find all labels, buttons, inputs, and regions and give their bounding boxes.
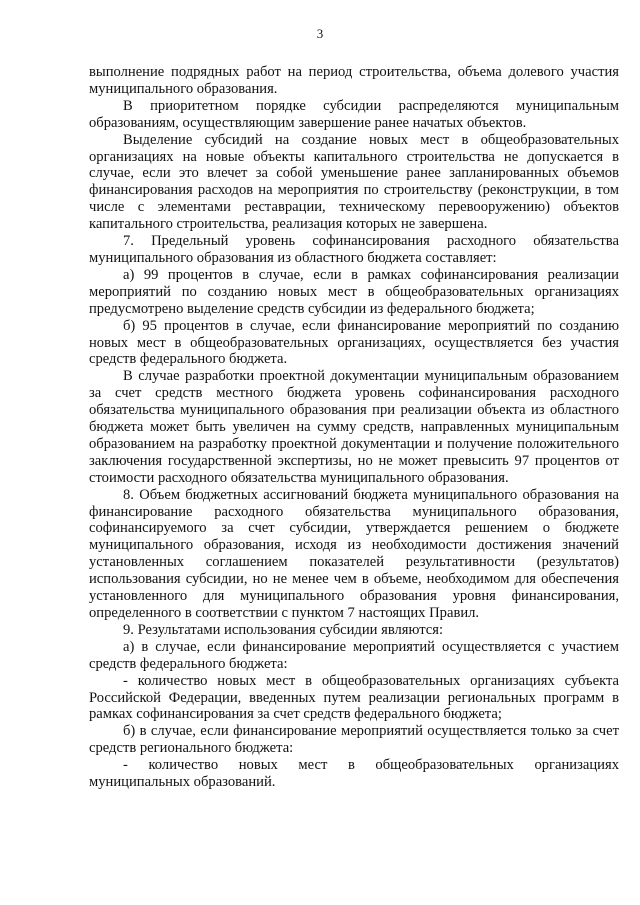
document-body	[89, 64, 619, 791]
paragraph: 8. Объем бюджетных ассигнований бюджета муниципального образования на финансирование расходного обязательства муниципального образования, софинансируемого за счет субсидии, утверждается решением о бюджете муниципального образования, исходя из необходимости достижения значений установленных соглашением показателей результативности (результатов) использования субсидии, но не менее чем в объеме, необходимом для обеспечения установленного для муниципального образования уровня финансирования, определенного в соответствии с пунктом 7 настоящих Правил.	[89, 486, 619, 621]
page-number: 3	[316, 26, 324, 41]
paragraph: б) в случае, если финансирование мероприятий осуществляется только за счет средств регионального бюджета:	[89, 723, 619, 757]
paragraph: В приоритетном порядке субсидии распределяются муниципальным образованиям, осуществляющим завершение ранее начатых объектов.	[89, 97, 619, 131]
paragraph: а) в случае, если финансирование мероприятий осуществляется с участием средств федерального бюджета:	[89, 638, 619, 672]
paragraph: 9. Результатами использования субсидии являются:	[123, 621, 444, 638]
paragraph: В случае разработки проектной документации муниципальным образованием за счет средств местного бюджета уровень софинансирования расходного обязательства муниципального образования при реализации объекта из областного бюджета может быть увеличен на сумму средств, направленных муниципальным образованием на разработку проектной документации и получение положительного заключения государственной экспертизы, но не может превысить 97 процентов от стоимости расходного обязательства муниципального образования.	[89, 368, 619, 486]
paragraph: б) 95 процентов в случае, если финансирование мероприятий по созданию новых мест в общеобразовательных организациях, осуществляется без участия средств федерального бюджета.	[89, 317, 619, 368]
paragraph: а) 99 процентов в случае, если в рамках софинансирования реализации мероприятий по созданию новых мест в общеобразовательных организациях предусмотрено выделение средств субсидии из федерального бюджета;	[89, 266, 619, 317]
paragraph: 7. Предельный уровень софинансирования расходного обязательства муниципального образования из областного бюджета составляет:	[89, 233, 619, 266]
paragraph: - количество новых мест в общеобразовательных организациях субъекта Российской Федерации, введенных путем реализации региональных программ в рамках софинансирования за счет средств федерального бюджета;	[89, 672, 619, 723]
paragraph: Выделение субсидий на создание новых мест в общеобразовательных организациях на новые объекты капитального строительства не допускается в случае, если это влечет за собой уменьшение ранее запланированных объемов финансирования расходов на мероприятия по строительству (реконструкции, в том числе с элементами реставрации, техническому перевооружению) объектов капитального строительства, реализация которых не завершена.	[89, 131, 619, 233]
paragraph: выполнение подрядных работ на период строительства, объема долевого участия муниципального образования.	[89, 64, 619, 97]
paragraph: - количество новых мест в общеобразовательных организациях муниципальных образований.	[89, 757, 619, 791]
